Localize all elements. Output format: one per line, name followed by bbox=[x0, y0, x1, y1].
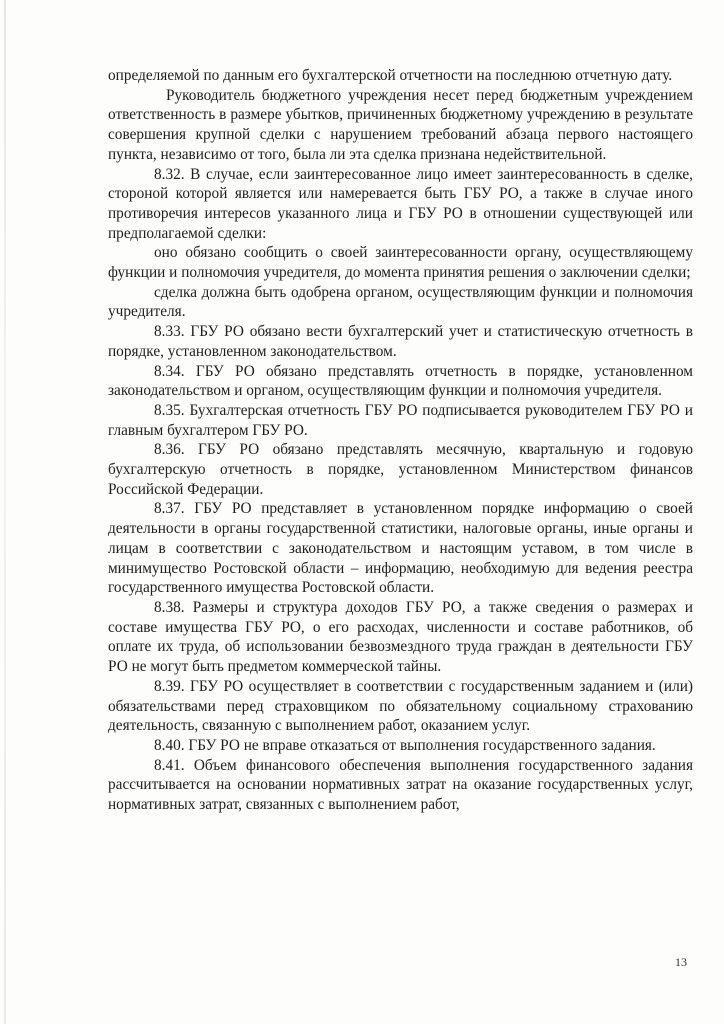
paragraph-8-34: 8.34. ГБУ РО обязано представлять отчетность в порядке, установленном законодательством и органом, осуществляющим функции и полномочия учредителя. bbox=[108, 362, 693, 400]
paragraph-8-32-item-2: сделка должна быть одобрена органом, осуществляющим функции и полномочия учредителя. bbox=[108, 283, 693, 321]
paragraph-8-37: 8.37. ГБУ РО представляет в установленном порядке информацию о своей деятельности в органы государственной статистики, налоговые органы, иные органы и лицам в соответствии с законодательством и настоящим уставом, в том числе в минимущество Ростовской области – информацию, необходимую для ведения реестра государственного имущества Ростовской области. bbox=[108, 500, 693, 597]
document-body bbox=[108, 66, 693, 815]
page-number: 13 bbox=[675, 955, 687, 969]
paragraph-8-36: 8.36. ГБУ РО обязано представлять месячную, квартальную и годовую бухгалтерскую отчетность в порядке, установленном Министерством финансов Российской Федерации. bbox=[108, 441, 693, 498]
paragraph-8-35: 8.35. Бухгалтерская отчетность ГБУ РО подписывается руководителем ГБУ РО и главным бухгалтером ГБУ РО. bbox=[108, 401, 693, 439]
paragraph-8-38: 8.38. Размеры и структура доходов ГБУ РО, а также сведения о размерах и составе имущества ГБУ РО, о его расходах, численности и составе работников, об оплате их труда, об использовании безвозмездного труда граждан в деятельности ГБУ РО не могут быть предметом коммерческой тайны. bbox=[108, 598, 693, 676]
paragraph-8-41: 8.41. Объем финансового обеспечения выполнения государственного задания рассчитывается на основании нормативных затрат на оказание государственных услуг, нормативных затрат, связанных с выполнением работ, bbox=[108, 756, 693, 814]
paragraph-8-39: 8.39. ГБУ РО осуществляет в соответствии с государственным заданием и (или) обязательствами перед страховщиком по обязательному социальному страхованию деятельность, связанную с выполнением работ, оказанием услуг. bbox=[108, 677, 693, 735]
paragraph-head-liability: Руководитель бюджетного учреждения несет перед бюджетным учреждением ответственность в размере убытков, причиненных бюджетному учреждению в результате совершения крупной сделки с нарушением требований абзаца первого настоящего пункта, независимо от того, была ли эта сделка признана недействительной. bbox=[108, 86, 693, 163]
scan-edge bbox=[4, 0, 6, 1024]
paragraph-8-40: 8.40. ГБУ РО не вправе отказаться от выполнения государственного задания. bbox=[154, 736, 656, 754]
paragraph-8-32-item-1: оно обязано сообщить о своей заинтересованности органу, осуществляющему функции и полномочия учредителя, до момента принятия решения о заключении сделки; bbox=[108, 244, 693, 282]
paragraph-8-32: 8.32. В случае, если заинтересованное лицо имеет заинтересованность в сделке, стороной которой является или намеревается быть ГБУ РО, а также в случае иного противоречия интересов указанного лица и ГБУ РО в отношении существующей или предполагаемой сделки: bbox=[108, 165, 693, 242]
paragraph-8-33: 8.33. ГБУ РО обязано вести бухгалтерский учет и статистическую отчетность в порядке, установленном законодательством. bbox=[108, 323, 693, 360]
paragraph-continuation: определяемой по данным его бухгалтерской отчетности на последнюю отчетную дату. bbox=[108, 67, 673, 84]
